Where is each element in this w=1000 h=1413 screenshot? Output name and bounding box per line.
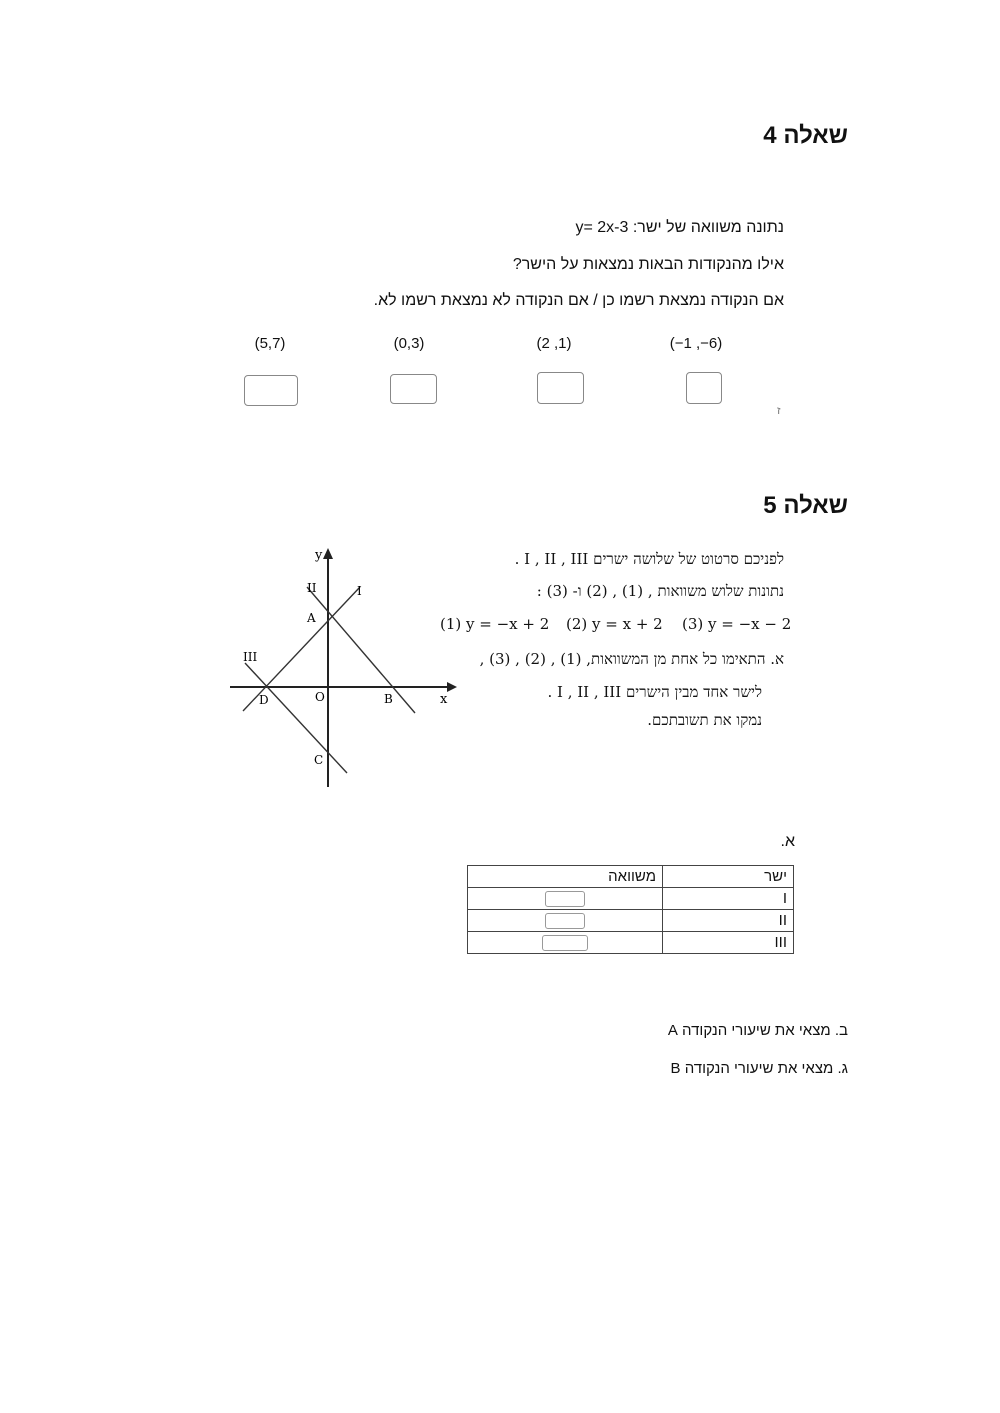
- stray-mark: ז: [777, 405, 781, 417]
- y-axis-label: y: [315, 548, 323, 563]
- header-line: ישר: [663, 866, 794, 888]
- x-axis-label: x: [440, 692, 448, 707]
- point-label-4: (−1 ,−6): [669, 335, 723, 352]
- q5-eq-3: (3) y = −x − 2: [682, 615, 792, 633]
- matching-table: [467, 865, 794, 954]
- q5-text-1: לפניכם סרטוט של שלושה ישרים I , II , III .: [514, 550, 784, 568]
- equation-input-1[interactable]: [545, 891, 585, 907]
- question-4-title: שאלה 4: [763, 122, 848, 149]
- part-b-text: ב. מצאי את שיעורי הנקודה A: [667, 1022, 848, 1039]
- point-A-label: A: [307, 611, 316, 625]
- q5-text-3: א. התאימו כל אחת מן המשוואות, (1) , (2) , (3) ,: [479, 650, 784, 668]
- line-cell-3: III: [663, 932, 794, 954]
- part-c-text: ג. מצאי את שיעורי הנקודה B: [670, 1060, 848, 1077]
- equation-cell-1: [468, 888, 663, 910]
- table-row: [468, 910, 794, 932]
- line-I-label: I: [357, 584, 362, 598]
- y-axis-arrow: [323, 548, 333, 559]
- line-III-label: III: [243, 650, 258, 664]
- lines-graph: [225, 545, 465, 795]
- equation-cell-2: [468, 910, 663, 932]
- x-axis-arrow: [447, 682, 457, 692]
- answer-box-2[interactable]: [390, 374, 437, 404]
- equation-cell-3: [468, 932, 663, 954]
- equation-input-2[interactable]: [545, 913, 585, 929]
- origin-label: O: [315, 690, 325, 704]
- header-equation: משוואה: [468, 866, 663, 888]
- point-label-2: (0,3): [393, 335, 425, 352]
- question-5-title: שאלה 5: [763, 492, 848, 519]
- point-label-3: (2 ,1): [536, 335, 572, 352]
- answer-box-3[interactable]: [537, 372, 584, 404]
- point-D-label: D: [259, 693, 269, 707]
- q5-text-4: לישר אחד מבין הישרים I , II , III .: [547, 683, 762, 701]
- q4-instruction-line: אם הנקודה נמצאת רשמו כן / אם הנקודה לא נמצאת רשמו לא.: [373, 292, 784, 309]
- q4-question-line: אילו מהנקודות הבאות נמצאות על הישר?: [512, 256, 784, 273]
- point-C-label: C: [314, 753, 324, 767]
- table-row: [468, 888, 794, 910]
- q5-text-2: נתונות שלוש משוואות , (1) , (2) ו- (3) :: [536, 582, 784, 600]
- table-row: [468, 932, 794, 954]
- line-cell-2: II: [663, 910, 794, 932]
- point-label-1: (5,7): [254, 335, 286, 352]
- table-header-row: [468, 866, 794, 888]
- q5-eq-2: (2) y = x + 2: [566, 615, 663, 633]
- answer-box-1[interactable]: [244, 375, 298, 406]
- part-a-label: א.: [780, 833, 795, 850]
- equation-input-3[interactable]: [542, 935, 588, 951]
- q5-eq-1: (1) y = −x + 2: [440, 615, 550, 633]
- line-III: [245, 663, 347, 773]
- point-B-label: B: [384, 692, 393, 706]
- answer-box-4[interactable]: [686, 372, 722, 404]
- line-cell-1: I: [663, 888, 794, 910]
- q5-text-5: נמקו את תשובתכם.: [647, 711, 762, 729]
- q4-equation-line: נתונה משוואה של ישר: y= 2x-3: [575, 219, 784, 236]
- line-II-label: II: [307, 581, 317, 595]
